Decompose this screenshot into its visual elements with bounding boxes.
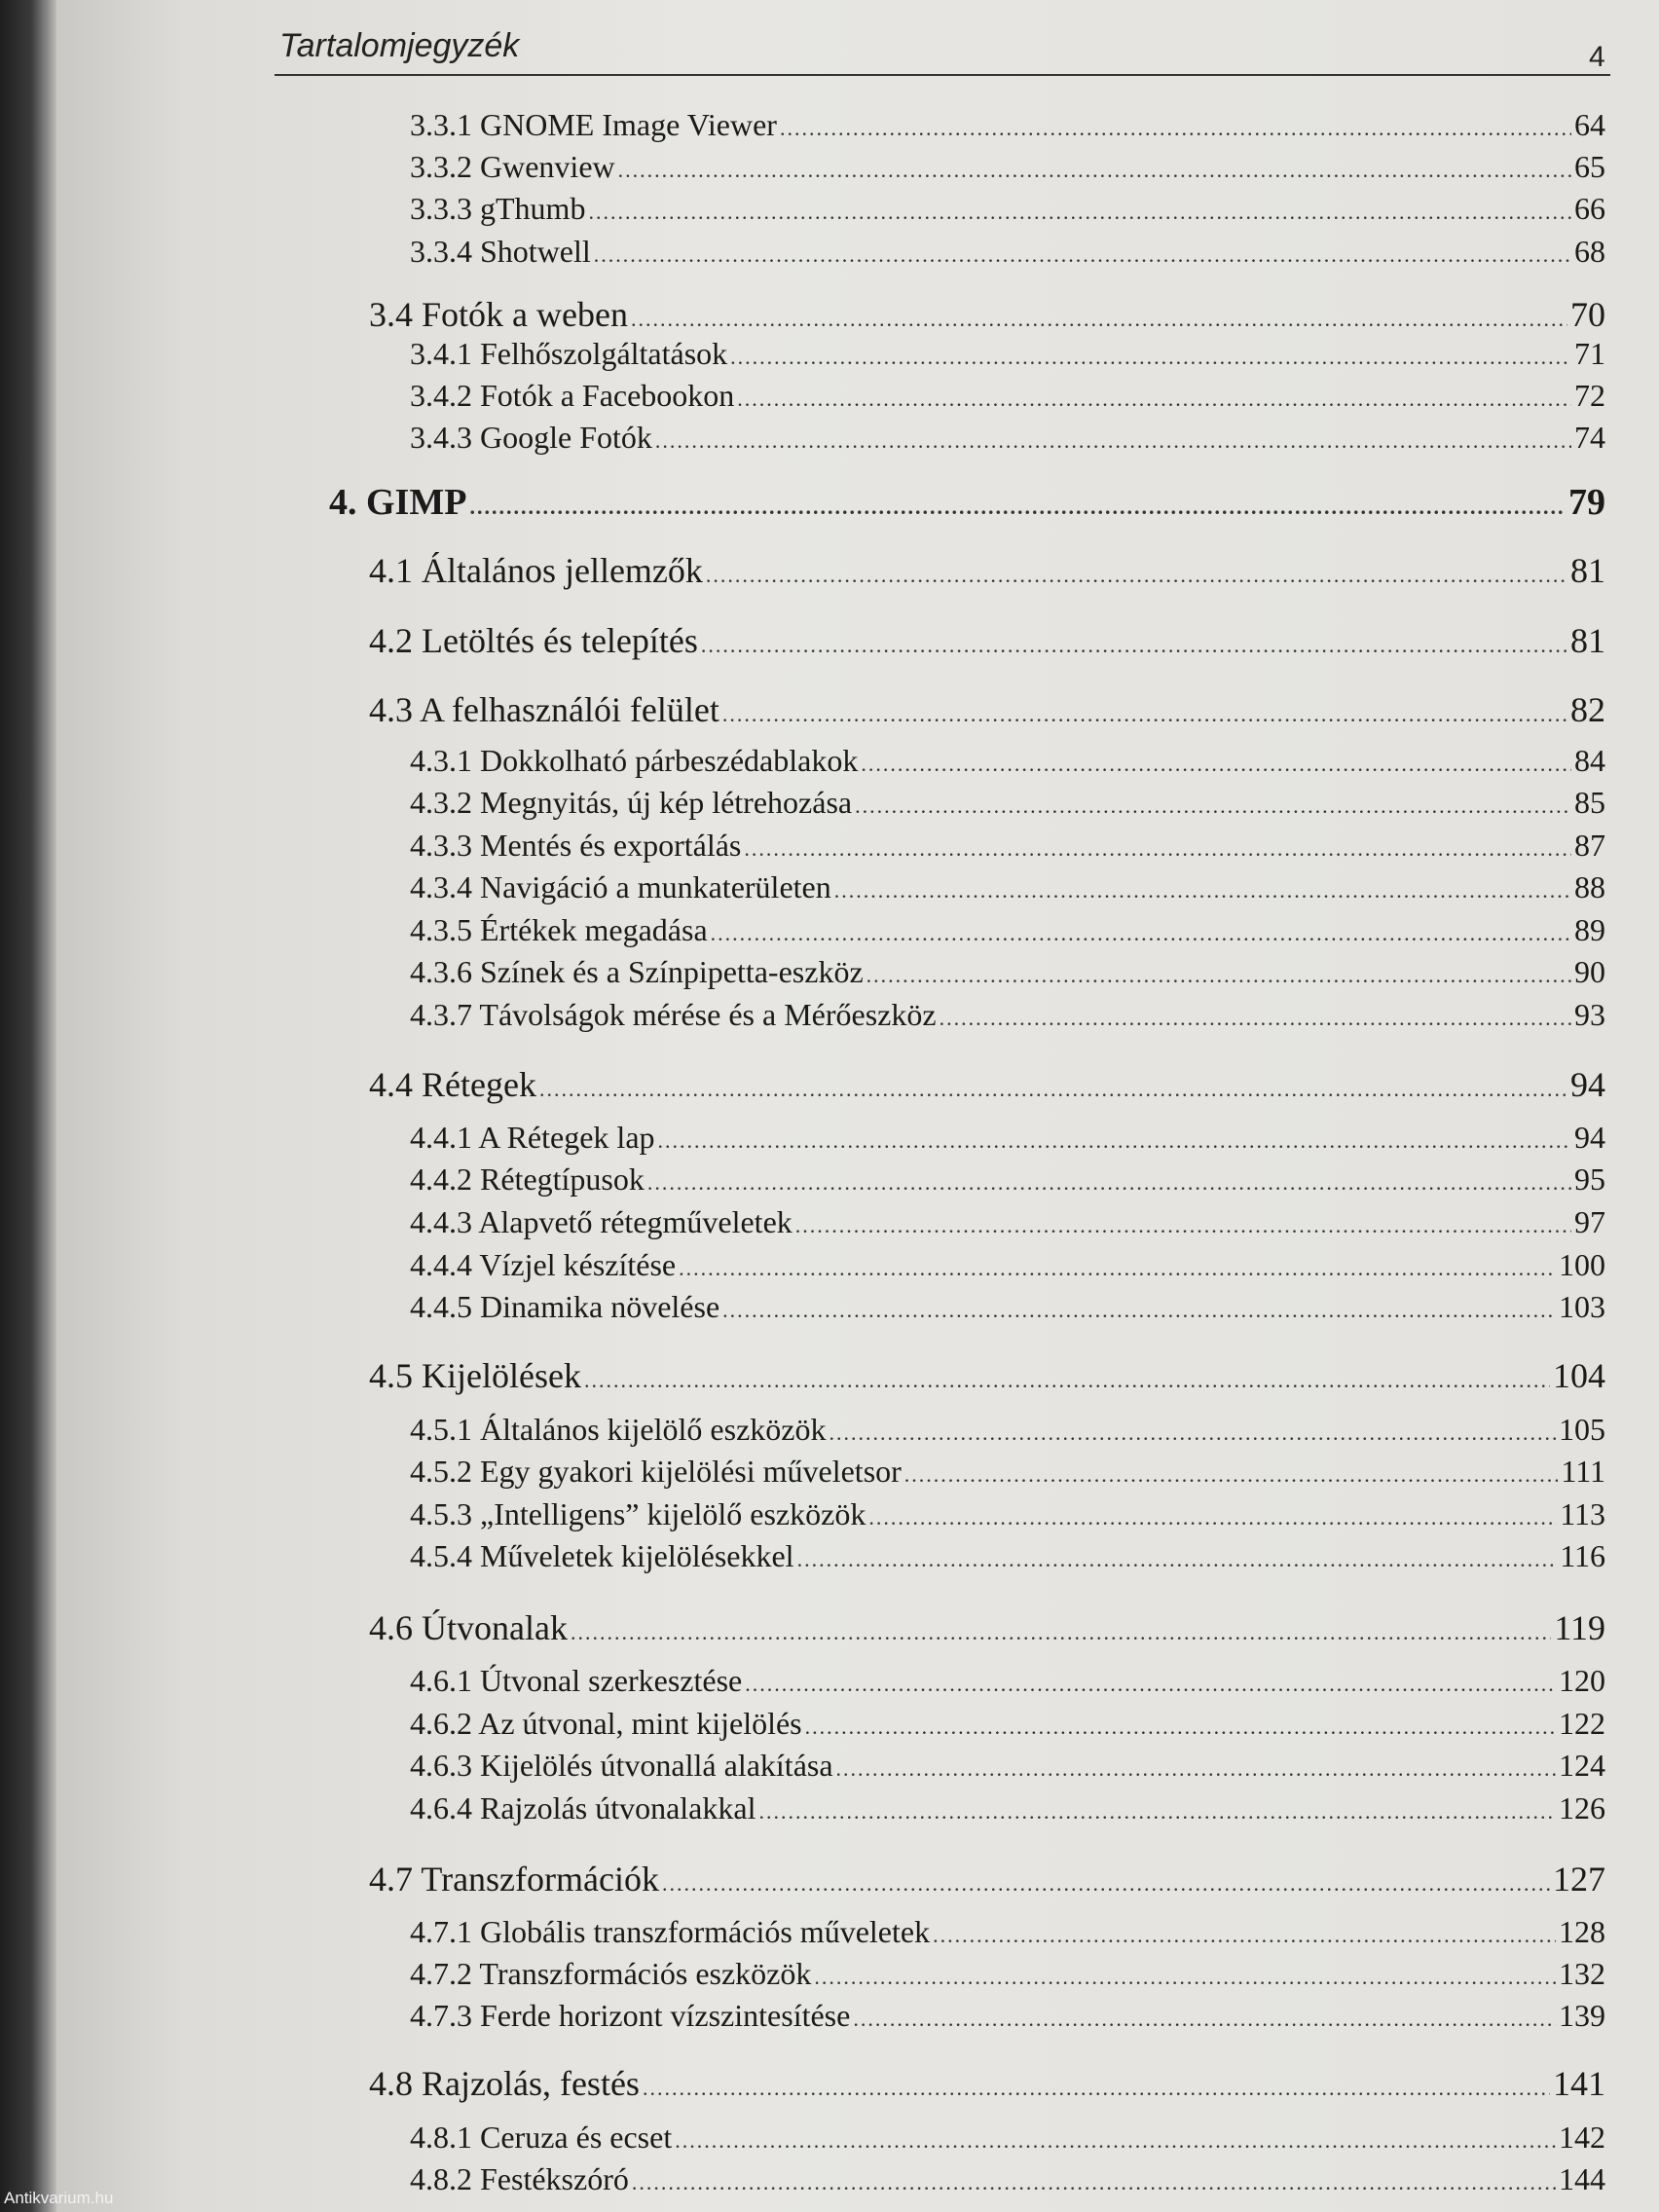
toc-entry-page: 90 xyxy=(1574,954,1605,989)
toc-leader-dots xyxy=(643,2076,1550,2101)
toc-leader-dots xyxy=(904,1462,1559,1488)
toc-entry-page: 113 xyxy=(1560,1496,1605,1531)
toc-entry-label: 4.3.6 Színek és a Színpipetta-eszköz xyxy=(410,954,864,989)
toc-subsection xyxy=(410,1998,1605,2034)
toc-subsection xyxy=(410,1706,1605,1742)
toc-entry-page: 142 xyxy=(1559,2120,1605,2155)
toc-entry-page: 88 xyxy=(1574,869,1605,904)
toc-entry-label: 4.1 Általános jellemzők xyxy=(369,551,703,590)
toc-subsection xyxy=(410,378,1605,414)
toc-entry-page: 66 xyxy=(1574,191,1605,226)
toc-leader-dots xyxy=(588,200,1571,225)
toc-leader-dots xyxy=(868,1505,1557,1530)
toc-subsection xyxy=(410,1956,1605,1992)
toc-entry-page: 132 xyxy=(1559,1956,1605,1991)
toc-leader-dots xyxy=(675,2128,1556,2154)
toc-entry-page: 84 xyxy=(1574,743,1605,778)
toc-subsection xyxy=(410,149,1605,185)
toc-leader-dots xyxy=(861,752,1571,777)
book-spine-shadow xyxy=(0,0,56,2212)
toc-entry-label: 4.7.2 Transzformációs eszközök xyxy=(410,1956,812,1991)
toc-entry-page: 122 xyxy=(1559,1706,1605,1741)
toc-entry-page: 103 xyxy=(1559,1289,1605,1324)
toc-entry-page: 128 xyxy=(1559,1914,1605,1949)
toc-leader-dots xyxy=(836,1756,1556,1782)
toc-leader-dots xyxy=(744,836,1571,862)
toc-subsection xyxy=(410,1538,1605,1574)
toc-subsection xyxy=(410,869,1605,905)
toc-leader-dots xyxy=(933,1923,1556,1948)
toc-subsection xyxy=(410,785,1605,821)
toc-leader-dots xyxy=(814,1965,1556,1990)
toc-entry-page: 126 xyxy=(1559,1790,1605,1825)
toc-entry-label: 4.5.1 Általános kijelölő eszközök xyxy=(410,1412,827,1447)
toc-leader-dots xyxy=(722,702,1567,727)
toc-entry-page: 85 xyxy=(1574,785,1605,820)
toc-subsection xyxy=(410,1161,1605,1198)
toc-entry-label: 4.3.7 Távolságok mérése és a Mérőeszköz xyxy=(410,997,937,1032)
toc-entry-label: 4.8 Rajzolás, festés xyxy=(369,2064,640,2103)
toc-leader-dots xyxy=(655,428,1571,454)
toc-section xyxy=(369,689,1605,730)
watermark: Antikvarium.hu xyxy=(4,2189,114,2207)
toc-entry-page: 65 xyxy=(1574,149,1605,184)
toc-entry-label: 4.8.2 Festékszóró xyxy=(410,2161,629,2196)
toc-entry-page: 144 xyxy=(1559,2161,1605,2196)
toc-entry-label: 4.6 Útvonalak xyxy=(369,1608,568,1647)
toc-entry-label: 3.3.3 gThumb xyxy=(410,191,586,226)
toc-entry-page: 95 xyxy=(1574,1161,1605,1197)
toc-entry-label: 4.3.2 Megnyitás, új kép létrehozása xyxy=(410,785,853,820)
toc-subsection xyxy=(410,1120,1605,1156)
toc-entry-label: 3.3.1 GNOME Image Viewer xyxy=(410,107,777,142)
toc-entry-label: 4.5.4 Műveletek kijelölésekkel xyxy=(410,1538,794,1573)
toc-entry-label: 4.6.4 Rajzolás útvonalakkal xyxy=(410,1790,756,1825)
toc-entry-label: 4.5.2 Egy gyakori kijelölési műveletsor xyxy=(410,1454,902,1489)
toc-subsection xyxy=(410,107,1605,143)
toc-entry-label: 4.6.1 Útvonal szerkesztése xyxy=(410,1663,743,1698)
toc-entry-label: 4.6.2 Az útvonal, mint kijelölés xyxy=(410,1706,802,1741)
toc-entry-page: 116 xyxy=(1560,1538,1605,1573)
toc-entry-label: 4.4.3 Alapvető rétegműveletek xyxy=(410,1204,793,1239)
toc-subsection xyxy=(410,954,1605,990)
toc-entry-page: 68 xyxy=(1574,234,1605,269)
toc-leader-dots xyxy=(539,1077,1567,1102)
toc-leader-dots xyxy=(805,1714,1556,1740)
toc-entry-label: 4.3.1 Dokkolható párbeszédablakok xyxy=(410,743,859,778)
toc-section xyxy=(369,1859,1605,1899)
toc-leader-dots xyxy=(797,1547,1558,1572)
toc-subsection xyxy=(410,420,1605,456)
toc-entry-page: 87 xyxy=(1574,828,1605,863)
toc-entry-page: 97 xyxy=(1574,1204,1605,1239)
toc-entry-label: 4.3.3 Mentés és exportálás xyxy=(410,828,742,863)
toc-entry-page: 93 xyxy=(1574,997,1605,1032)
toc-entry-label: 4.7 Transzformációk xyxy=(369,1860,659,1899)
toc-entry-label: 3.4.3 Google Fotók xyxy=(410,420,652,455)
toc-section xyxy=(369,1607,1605,1648)
toc-subsection xyxy=(410,997,1605,1033)
toc-chapter xyxy=(329,481,1605,524)
toc-leader-dots xyxy=(701,633,1567,658)
toc-entry-label: 4.3 A felhasználói felület xyxy=(369,690,719,729)
toc-leader-dots xyxy=(745,1672,1556,1697)
toc-leader-dots xyxy=(618,158,1571,183)
toc-entry-page: 104 xyxy=(1553,1356,1605,1395)
toc-entry-page: 64 xyxy=(1574,107,1605,142)
toc-subsection xyxy=(410,1247,1605,1283)
toc-leader-dots xyxy=(829,1420,1556,1446)
toc-leader-dots xyxy=(866,963,1571,988)
toc-entry-page: 81 xyxy=(1570,551,1605,590)
toc-subsection xyxy=(410,1204,1605,1240)
toc-subsection xyxy=(410,1790,1605,1826)
toc-leader-dots xyxy=(834,878,1571,903)
toc-entry-label: 4.7.1 Globális transzformációs műveletek xyxy=(410,1914,931,1949)
toc-subsection xyxy=(410,234,1605,270)
toc-entry-label: 4.2 Letöltés és telepítés xyxy=(369,621,698,660)
toc-entry-page: 71 xyxy=(1574,336,1605,371)
toc-entry-page: 70 xyxy=(1570,295,1605,334)
toc-entry-page: 94 xyxy=(1570,1065,1605,1104)
toc-leader-dots xyxy=(722,1298,1556,1323)
toc-entry-page: 81 xyxy=(1570,621,1605,660)
toc-leader-dots xyxy=(631,307,1567,332)
toc-leader-dots xyxy=(853,2007,1556,2032)
toc-leader-dots xyxy=(584,1368,1550,1393)
toc-leader-dots xyxy=(679,1256,1556,1281)
toc-subsection xyxy=(410,2120,1605,2156)
toc-entry-label: 4.3.5 Értékek megadása xyxy=(410,912,708,947)
running-header-page-number: 4 xyxy=(1589,41,1605,73)
toc-subsection xyxy=(410,1454,1605,1490)
toc-entry-label: 4.4.5 Dinamika növelése xyxy=(410,1289,720,1324)
toc-section xyxy=(369,550,1605,591)
toc-leader-dots xyxy=(571,1620,1551,1645)
toc-leader-dots xyxy=(658,1128,1571,1154)
toc-entry-label: 4.4.2 Rétegtípusok xyxy=(410,1161,645,1197)
toc-leader-dots xyxy=(940,1006,1571,1031)
toc-entry-page: 127 xyxy=(1553,1860,1605,1899)
toc-subsection xyxy=(410,2161,1605,2197)
toc-subsection xyxy=(410,1663,1605,1699)
toc-section xyxy=(369,2063,1605,2104)
toc-entry-page: 111 xyxy=(1561,1454,1605,1489)
header-rule xyxy=(275,74,1610,76)
toc-leader-dots xyxy=(795,1213,1571,1238)
toc-entry-label: 4. GIMP xyxy=(329,482,467,523)
toc-entry-page: 79 xyxy=(1568,482,1605,523)
toc-leader-dots xyxy=(780,116,1571,141)
toc-entry-label: 4.4.4 Vízjel készítése xyxy=(410,1247,677,1282)
toc-entry-label: 3.4.1 Felhőszolgáltatások xyxy=(410,336,728,371)
toc-leader-dots xyxy=(647,1170,1571,1196)
toc-subsection xyxy=(410,1412,1605,1448)
toc-entry-page: 124 xyxy=(1559,1748,1605,1783)
toc-entry-page: 120 xyxy=(1559,1663,1605,1698)
toc-entry-page: 105 xyxy=(1559,1412,1605,1447)
toc-section xyxy=(369,1064,1605,1105)
toc-entry-page: 82 xyxy=(1570,690,1605,729)
toc-section xyxy=(369,1355,1605,1396)
toc-entry-page: 89 xyxy=(1574,912,1605,947)
toc-leader-dots xyxy=(706,563,1567,588)
toc-leader-dots xyxy=(469,495,1566,520)
toc-subsection xyxy=(410,1289,1605,1325)
toc-entry-label: 4.5 Kijelölések xyxy=(369,1356,581,1395)
toc-entry-label: 4.3.4 Navigáció a munkaterületen xyxy=(410,869,831,904)
toc-entry-label: 3.4 Fotók a weben xyxy=(369,295,628,334)
toc-subsection xyxy=(410,1496,1605,1532)
toc-leader-dots xyxy=(594,242,1571,268)
toc-entry-label: 4.7.3 Ferde horizont vízszintesítése xyxy=(410,1998,851,2033)
toc-entry-label: 4.4.1 A Rétegek lap xyxy=(410,1120,655,1155)
toc-entry-label: 3.3.2 Gwenview xyxy=(410,149,615,184)
toc-subsection xyxy=(410,912,1605,948)
toc-section xyxy=(369,294,1605,335)
toc-entry-page: 141 xyxy=(1553,2064,1605,2103)
toc-leader-dots xyxy=(730,345,1571,370)
toc-entry-label: 3.4.2 Fotók a Facebookon xyxy=(410,378,735,413)
toc-subsection xyxy=(410,1914,1605,1950)
toc-entry-label: 4.8.1 Ceruza és ecset xyxy=(410,2120,673,2155)
toc-subsection xyxy=(410,828,1605,864)
running-header-title: Tartalomjegyzék xyxy=(279,27,520,64)
toc-subsection xyxy=(410,743,1605,779)
toc-subsection xyxy=(410,336,1605,372)
toc-entry-page: 72 xyxy=(1574,378,1605,413)
toc-leader-dots xyxy=(632,2170,1556,2195)
toc-entry-page: 74 xyxy=(1574,420,1605,455)
toc-subsection xyxy=(410,1748,1605,1784)
toc-entry-label: 3.3.4 Shotwell xyxy=(410,234,591,269)
toc-entry-label: 4.6.3 Kijelölés útvonallá alakítása xyxy=(410,1748,833,1783)
toc-entry-label: 4.5.3 „Intelligens” kijelölő eszközök xyxy=(410,1496,866,1531)
toc-leader-dots xyxy=(662,1871,1550,1897)
toc-leader-dots xyxy=(758,1799,1556,1825)
toc-subsection xyxy=(410,191,1605,227)
toc-leader-dots xyxy=(855,793,1571,819)
toc-section xyxy=(369,620,1605,661)
toc-leader-dots xyxy=(737,387,1571,412)
toc-entry-page: 94 xyxy=(1574,1120,1605,1155)
toc-entry-label: 4.4 Rétegek xyxy=(369,1065,536,1104)
toc-entry-page: 100 xyxy=(1559,1247,1605,1282)
toc-entry-page: 119 xyxy=(1554,1608,1605,1647)
toc-leader-dots xyxy=(711,921,1571,946)
toc-entry-page: 139 xyxy=(1559,1998,1605,2033)
